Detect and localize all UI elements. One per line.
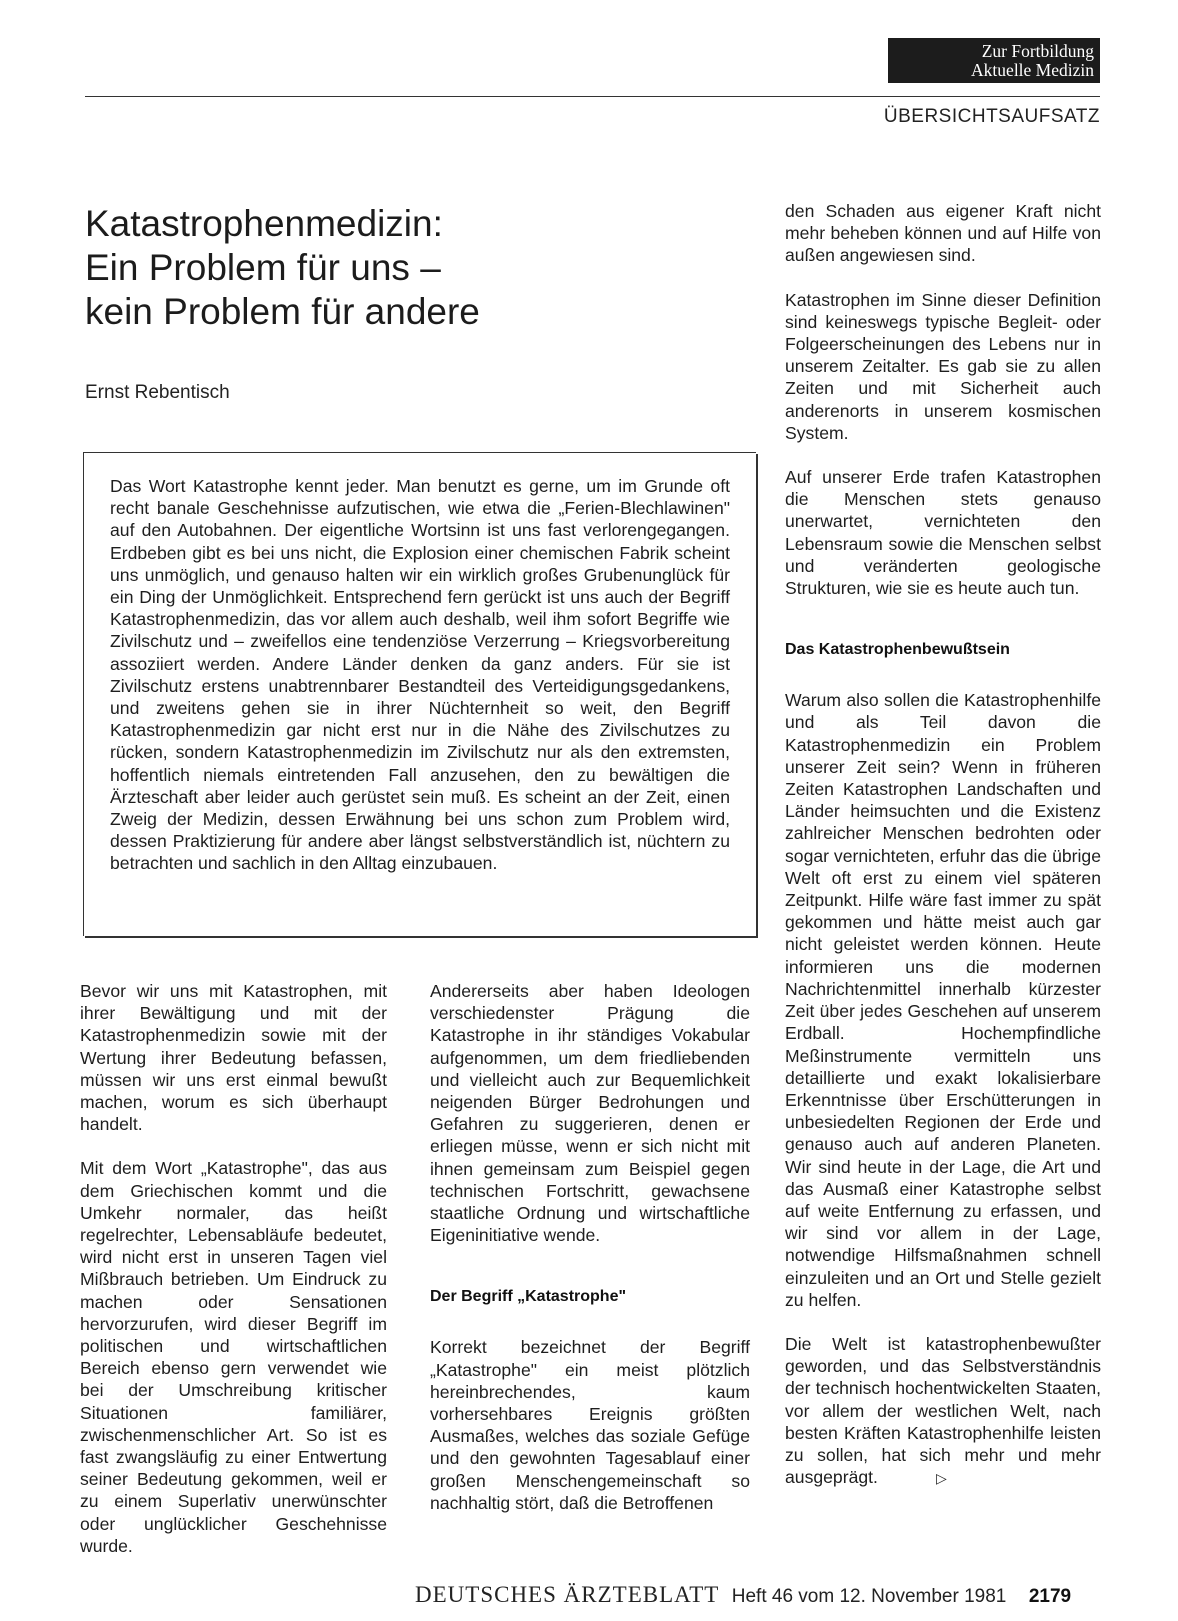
badge-line-2: Aktuelle Medizin xyxy=(971,60,1094,80)
page-number: 2179 xyxy=(1028,1586,1072,1607)
section-label: ÜBERSICHTSAUFSATZ xyxy=(883,106,1100,127)
journal-name: DEUTSCHES ÄRZTEBLATT xyxy=(415,1582,720,1607)
paragraph-with-continuation xyxy=(785,1333,1101,1489)
paragraph: Warum also sollen die Katastrophenhilfe und als Teil davon die Katastrophenmedizin ein Problem unserer Zeit sein? Wenn in früheren Zeiten Katastrophen Landschaften und Länder heimsuchten und die Existenz zahlreicher Menschen bedrohten oder sogar vernichteten, erfuhr das die übrige Welt oft erst zu einem viel späteren Zeitpunkt. Hilfe wäre fast immer zu spät gekommen und hätte meist auch gar nicht geleistet werden können. Heute informieren uns die modernen Nachrichtenmittel innerhalb kürzester Zeit über jedes Geschehen auf unserem Erdball. Hochempfindliche Meßinstrumente vermitteln uns detaillierte und exakt lokalisierbare Erkenntnisse über Erschütterungen in unbesiedelten Regionen der Erde und genauso auch auf anderen Planeten. Wir sind heute in der Lage, die Art und das Ausmaß einer Katastrophe selbst auf weite Entfernung zu erfassen, und wir sind vor allem in der Lage, notwendige Hilfsmaßnahmen schnell einzuleiten und an Ort und Stelle gezielt zu helfen. xyxy=(785,690,1101,1310)
paragraph: Auf unserer Erde trafen Katastrophen die Menschen stets genauso unerwartet, vernichteten den Lebensraum sowie die Menschen selbst und veränderten geologische Strukturen, wie sie es heute auch tun. xyxy=(785,467,1101,599)
title-line-1: Katastrophenmedizin: xyxy=(85,203,443,244)
column-3 xyxy=(785,200,1101,1511)
paragraph-text: Die Welt ist katastrophenbewußter geworden, und das Selbstverständnis der technisch hochentwickelten Staaten, vor allem der westlichen Welt, nach besten Kräften Katastrophenhilfe leisten zu sollen, hat sich mehr und mehr ausgeprägt. xyxy=(785,1333,1101,1488)
title-line-3: kein Problem für andere xyxy=(85,291,480,332)
paragraph: Korrekt bezeichnet der Begriff „Katastrophe" ein meist plötzlich hereinbrechendes, kaum vorhersehbares Ereignis größten Ausmaßes, welches das soziale Gefüge und den gewohnten Tagesablauf einer großen Menschengemeinschaft so nachhaltig stört, daß die Betroffenen xyxy=(430,1337,750,1513)
section-badge xyxy=(888,38,1100,83)
paragraph: Katastrophen im Sinne dieser Definition sind keineswegs typische Begleit- oder Folgeerscheinungen des Lebens nur in unserem Zeitalter. Es gab sie zu allen Zeiten und mit Sicherheit auch anderenorts in unserem kosmischen System. xyxy=(785,289,1101,443)
column-2 xyxy=(430,980,750,1536)
paragraph: Bevor wir uns mit Katastrophen, mit ihrer Bewältigung und mit der Katastrophenmedizin sowie mit der Wertung ihrer Bedeutung befassen, müssen wir uns erst einmal bewußt machen, worum es sich überhaupt handelt. xyxy=(80,981,387,1135)
column-1 xyxy=(80,980,387,1579)
abstract-text: Das Wort Katastrophe kennt jeder. Man benutzt es gerne, um im Grunde oft recht banale Geschehnisse aufzutischen, wie etwa die „Ferien-Blechlawinen" auf den Autobahnen. Der eigentliche Wortsinn ist uns fast verlorengegangen. Erdbeben gibt es bei uns nicht, die Explosion einer chemischen Fabrik scheint uns unmöglich, und genauso halten wir ein wirklich großes Grubenunglück für ein Ding der Unmöglichkeit. Entsprechend fern gerückt ist uns auch der Begriff Katastrophenmedizin, das vor allem auch deshalb, weil ihm sofort Begriffe wie Zivilschutz und – zweifellos eine tendenziöse Verzerrung – Kriegsvorbereitung assoziiert werden. Andere Länder denken da ganz anders. Für sie ist Zivilschutz erstens unabtrennbarer Bestandteil des Verteidigungsgedankens, und zweitens gehen sie in ihrer Nüchternheit so weit, den Begriff Katastrophenmedizin gar nicht erst nur in die Nähe des Zivilschutzes zu rücken, sondern Katastrophenmedizin im Zivilschutz nur als den extremsten, hoffentlich niemals eintretenden Fall anzusehen, den zu bewältigen die Ärzteschaft aber leider auch gerüstet sein muß. Es scheint an der Zeit, einen Zweig der Medizin, dessen Erwähnung bei uns schon zum Problem wird, dessen Praktizierung für andere aber längst selbstverständlich ist, nüchtern zu betrachten und sachlich in den Alltag einzubauen. xyxy=(110,476,730,874)
paragraph: Mit dem Wort „Katastrophe", das aus dem Griechischen kommt und die Umkehr normaler, das heißt regelrechter, Lebensabläufe bedeutet, wird nicht erst in unseren Tagen viel Mißbrauch betrieben. Um Eindruck zu machen oder Sensationen hervorzurufen, wird dieser Begriff im politischen und wirtschaftlichen Bereich ebenso gern verwendet wie bei der Umschreibung kritischer Situationen familiärer, zwischenmenschlicher Art. So ist es fast zwangsläufig zu einer Entwertung seiner Bedeutung gekommen, weil er zu einem Superlativ unerwünschter oder unglücklicher Geschehnisse wurde. xyxy=(80,1158,387,1556)
article-title xyxy=(85,202,705,334)
author-name: Ernst Rebentisch xyxy=(85,382,230,403)
page-footer xyxy=(415,1582,1071,1608)
paragraph: den Schaden aus eigener Kraft nicht mehr beheben können und auf Hilfe von außen angewiesen sind. xyxy=(785,201,1101,266)
title-line-2: Ein Problem für uns – xyxy=(85,247,441,288)
badge-line-1: Zur Fortbildung xyxy=(981,41,1094,61)
continue-arrow-icon: ▷ xyxy=(935,1470,947,1487)
abstract-box xyxy=(83,452,756,936)
paragraph: Andererseits aber haben Ideologen verschiedenster Prägung die Katastrophe in ihr ständiges Vokabular aufgenommen, um dem friedliebenden und vielleicht auch zur Bequemlichkeit neigenden Bürger Bedrohungen und Gefahren zu suggerieren, denen er erliegen müsse, wenn er sich nicht mit ihnen gemeinsam zum Beispiel gegen technischen Fortschritt, gewachsene staatliche Ordnung und wirtschaftliche Eigeninitiative wende. xyxy=(430,981,750,1246)
section-heading: Der Begriff „Katastrophe" xyxy=(430,1288,627,1306)
issue-info: Heft 46 vom 12. November 1981 xyxy=(731,1586,1007,1607)
header-rule xyxy=(85,96,1100,97)
section-heading: Das Katastrophenbewußtsein xyxy=(785,641,1010,659)
